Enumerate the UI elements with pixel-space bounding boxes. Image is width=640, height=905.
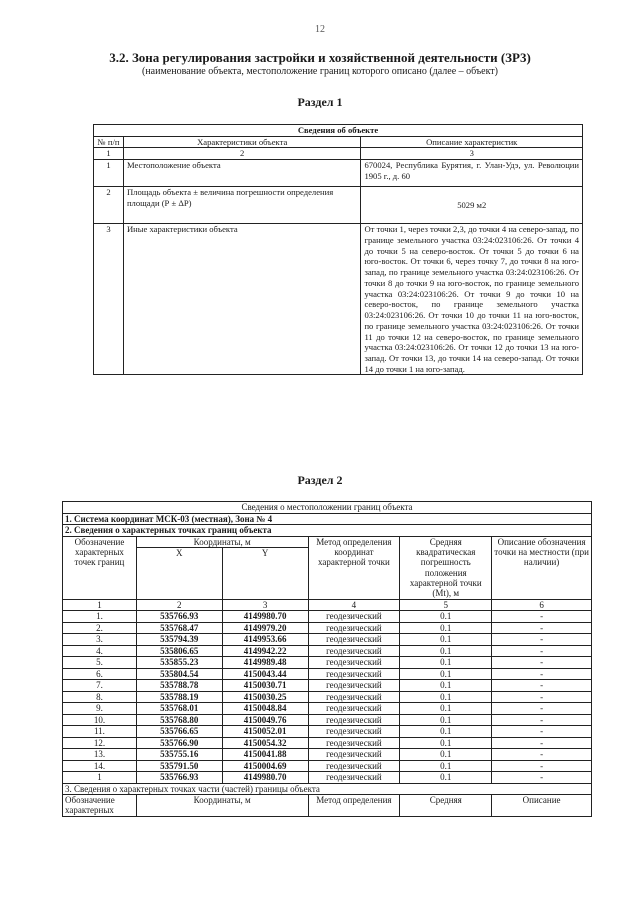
row-characteristic: Иные характеристики объекта	[123, 224, 361, 375]
col-number: 1	[63, 599, 137, 611]
coord-x: 535768.80	[136, 714, 222, 726]
header-method: Метод определения координат характерной точки	[308, 536, 400, 599]
accuracy: 0.1	[400, 749, 492, 761]
coord-x: 535766.90	[136, 737, 222, 749]
row-characteristic: Местоположение объекта	[123, 160, 361, 187]
footer-coords: Координаты, м	[136, 795, 308, 817]
coord-y: 4150030.25	[222, 691, 308, 703]
coord-y: 4149942.22	[222, 645, 308, 657]
table-row	[94, 187, 583, 224]
method: геодезический	[308, 760, 400, 772]
row-number: 2	[94, 187, 124, 224]
coord-y: 4150054.32	[222, 737, 308, 749]
table-row	[63, 772, 592, 784]
points-section-title: 2. Сведения о характерных точках границ объекта	[63, 525, 592, 537]
header-y: Y	[222, 548, 308, 599]
boundary-points-table	[62, 501, 592, 817]
footer-point: Обозначение характерных	[63, 795, 137, 817]
point-description: -	[492, 657, 592, 669]
method: геодезический	[308, 622, 400, 634]
table-row	[63, 726, 592, 738]
point-description: -	[492, 772, 592, 784]
header-description: Описание обозначения точки на местности (при наличии)	[492, 536, 592, 599]
footer-description: Описание	[492, 795, 592, 817]
accuracy: 0.1	[400, 737, 492, 749]
point-description: -	[492, 703, 592, 715]
method: геодезический	[308, 645, 400, 657]
row-description: 670024, Республика Бурятия, г. Улан-Удэ, ул. Революции 1905 г., д. 60	[361, 160, 583, 187]
partial-points-title: 3. Сведения о характерных точках части (частей) границы объекта	[63, 783, 592, 795]
point-description: -	[492, 760, 592, 772]
coord-x: 535766.65	[136, 726, 222, 738]
point-description: -	[492, 726, 592, 738]
table-row	[63, 714, 592, 726]
point-description: -	[492, 714, 592, 726]
point-label: 2.	[63, 622, 137, 634]
col-number: 4	[308, 599, 400, 611]
coord-x: 535768.47	[136, 622, 222, 634]
method: геодезический	[308, 749, 400, 761]
coord-x: 535804.54	[136, 668, 222, 680]
point-label: 10.	[63, 714, 137, 726]
coord-x: 535788.78	[136, 680, 222, 692]
object-table-title: Сведения об объекте	[94, 125, 583, 137]
table-row	[63, 703, 592, 715]
point-label: 11.	[63, 726, 137, 738]
table-row	[63, 634, 592, 646]
accuracy: 0.1	[400, 691, 492, 703]
method: геодезический	[308, 634, 400, 646]
col-number: 3	[222, 599, 308, 611]
coord-y: 4149980.70	[222, 772, 308, 784]
table-row	[63, 657, 592, 669]
table-row	[94, 224, 583, 375]
point-description: -	[492, 680, 592, 692]
coord-y: 4150030.71	[222, 680, 308, 692]
row-description: От точки 1, через точки 2,3, до точки 4 на северо-запад, по границе земельного участка 03:24:023106:26. От точки 4 до точки 5 на северо-восток. От точки 5 до точки 6 на юго-восток. От точки 6, через точку 7, до точки 8 на юго-запад, по границе земельного участка 03:24:023106:26. От точки 8 до точки 9 на юго-восток, по границе земельного участка 03:24:023106:26. От точки 9 до точки 10 на северо-восток, по границе земельного участка 03:24:023106:26. От точки 10 до точки 11 на юго-восток, по границе земельного участка 03:24:023106:26. От точки 11 до точки 12 на северо-восток, по границе земельного участка 03:24:023106:26. От точки 12 до точки 13 на юго-запад. От точки 13, до точки 14 на северо-запад. От точки 14 до точки 1 на юго-запад.	[361, 224, 583, 375]
table-row	[94, 160, 583, 187]
row-number: 3	[94, 224, 124, 375]
table-row	[63, 760, 592, 772]
accuracy: 0.1	[400, 611, 492, 623]
accuracy: 0.1	[400, 726, 492, 738]
col-number: 3	[361, 148, 583, 160]
table-row	[63, 737, 592, 749]
point-label: 4.	[63, 645, 137, 657]
point-description: -	[492, 749, 592, 761]
coord-x: 535855.23	[136, 657, 222, 669]
col-header-description: Описание характеристик	[361, 136, 583, 148]
point-label: 12.	[63, 737, 137, 749]
row-description: 5029 м2	[361, 187, 583, 224]
table-row	[63, 749, 592, 761]
accuracy: 0.1	[400, 703, 492, 715]
row-characteristic: Площадь объекта ± величина погрешности определения площади (Р ± ΔР)	[123, 187, 361, 224]
table-row	[63, 680, 592, 692]
coord-y: 4149989.48	[222, 657, 308, 669]
accuracy: 0.1	[400, 714, 492, 726]
col-number: 1	[94, 148, 124, 160]
table-row	[63, 645, 592, 657]
point-label: 14.	[63, 760, 137, 772]
col-number: 6	[492, 599, 592, 611]
col-number: 2	[123, 148, 361, 160]
table-row	[63, 691, 592, 703]
accuracy: 0.1	[400, 634, 492, 646]
accuracy: 0.1	[400, 772, 492, 784]
point-description: -	[492, 634, 592, 646]
section1-heading: Раздел 1	[297, 95, 343, 109]
coord-x: 535755.16	[136, 749, 222, 761]
method: геодезический	[308, 703, 400, 715]
point-label: 6.	[63, 668, 137, 680]
point-description: -	[492, 691, 592, 703]
point-label: 1	[63, 772, 137, 784]
point-label: 9.	[63, 703, 137, 715]
coord-y: 4150004.69	[222, 760, 308, 772]
page-title: 3.2. Зона регулирования застройки и хозяйственной деятельности (ЗР3)	[109, 50, 531, 65]
page-number: 12	[315, 24, 325, 35]
accuracy: 0.1	[400, 668, 492, 680]
accuracy: 0.1	[400, 645, 492, 657]
point-label: 5.	[63, 657, 137, 669]
method: геодезический	[308, 772, 400, 784]
col-header-num: № п/п	[94, 136, 124, 148]
location-table-title: Сведения о местоположении границ объекта	[63, 502, 592, 514]
point-label: 3.	[63, 634, 137, 646]
coord-x: 535768.01	[136, 703, 222, 715]
table-row	[63, 622, 592, 634]
point-label: 7.	[63, 680, 137, 692]
coord-y: 4149979.20	[222, 622, 308, 634]
point-label: 1.	[63, 611, 137, 623]
point-description: -	[492, 645, 592, 657]
coord-y: 4150043.44	[222, 668, 308, 680]
col-header-characteristic: Характеристики объекта	[123, 136, 361, 148]
object-info-table	[93, 124, 583, 375]
header-error: Средняя квадратическая погрешность положения характерной точки (Mt), м	[400, 536, 492, 599]
method: геодезический	[308, 691, 400, 703]
page-subtitle: (наименование объекта, местоположение границ которого описано (далее – объект)	[141, 66, 499, 77]
row-number: 1	[94, 160, 124, 187]
method: геодезический	[308, 680, 400, 692]
footer-method: Метод определения	[308, 795, 400, 817]
col-number: 2	[136, 599, 222, 611]
coord-y: 4150048.84	[222, 703, 308, 715]
method: геодезический	[308, 657, 400, 669]
coord-y: 4150049.76	[222, 714, 308, 726]
method: геодезический	[308, 611, 400, 623]
point-description: -	[492, 737, 592, 749]
point-description: -	[492, 611, 592, 623]
section2-heading: Раздел 2	[297, 473, 343, 487]
accuracy: 0.1	[400, 622, 492, 634]
coord-x: 535806.65	[136, 645, 222, 657]
point-description: -	[492, 668, 592, 680]
point-label: 13.	[63, 749, 137, 761]
method: геодезический	[308, 737, 400, 749]
coord-x: 535766.93	[136, 611, 222, 623]
header-x: X	[136, 548, 222, 599]
coord-y: 4149953.66	[222, 634, 308, 646]
method: геодезический	[308, 714, 400, 726]
coord-x: 535794.39	[136, 634, 222, 646]
coord-x: 535766.93	[136, 772, 222, 784]
coord-x: 535788.19	[136, 691, 222, 703]
accuracy: 0.1	[400, 680, 492, 692]
point-label: 8.	[63, 691, 137, 703]
coord-system-line: 1. Система координат МСК-03 (местная), Зона № 4	[63, 513, 592, 525]
accuracy: 0.1	[400, 657, 492, 669]
point-description: -	[492, 622, 592, 634]
header-point: Обозначение характерных точек границ	[63, 536, 137, 599]
coord-y: 4150041.88	[222, 749, 308, 761]
coord-x: 535791.50	[136, 760, 222, 772]
accuracy: 0.1	[400, 760, 492, 772]
method: геодезический	[308, 726, 400, 738]
table-row	[63, 611, 592, 623]
header-coords: Координаты, м	[136, 536, 308, 548]
coord-y: 4150052.01	[222, 726, 308, 738]
coord-y: 4149980.70	[222, 611, 308, 623]
table-row	[63, 668, 592, 680]
col-number: 5	[400, 599, 492, 611]
footer-error: Средняя	[400, 795, 492, 817]
method: геодезический	[308, 668, 400, 680]
